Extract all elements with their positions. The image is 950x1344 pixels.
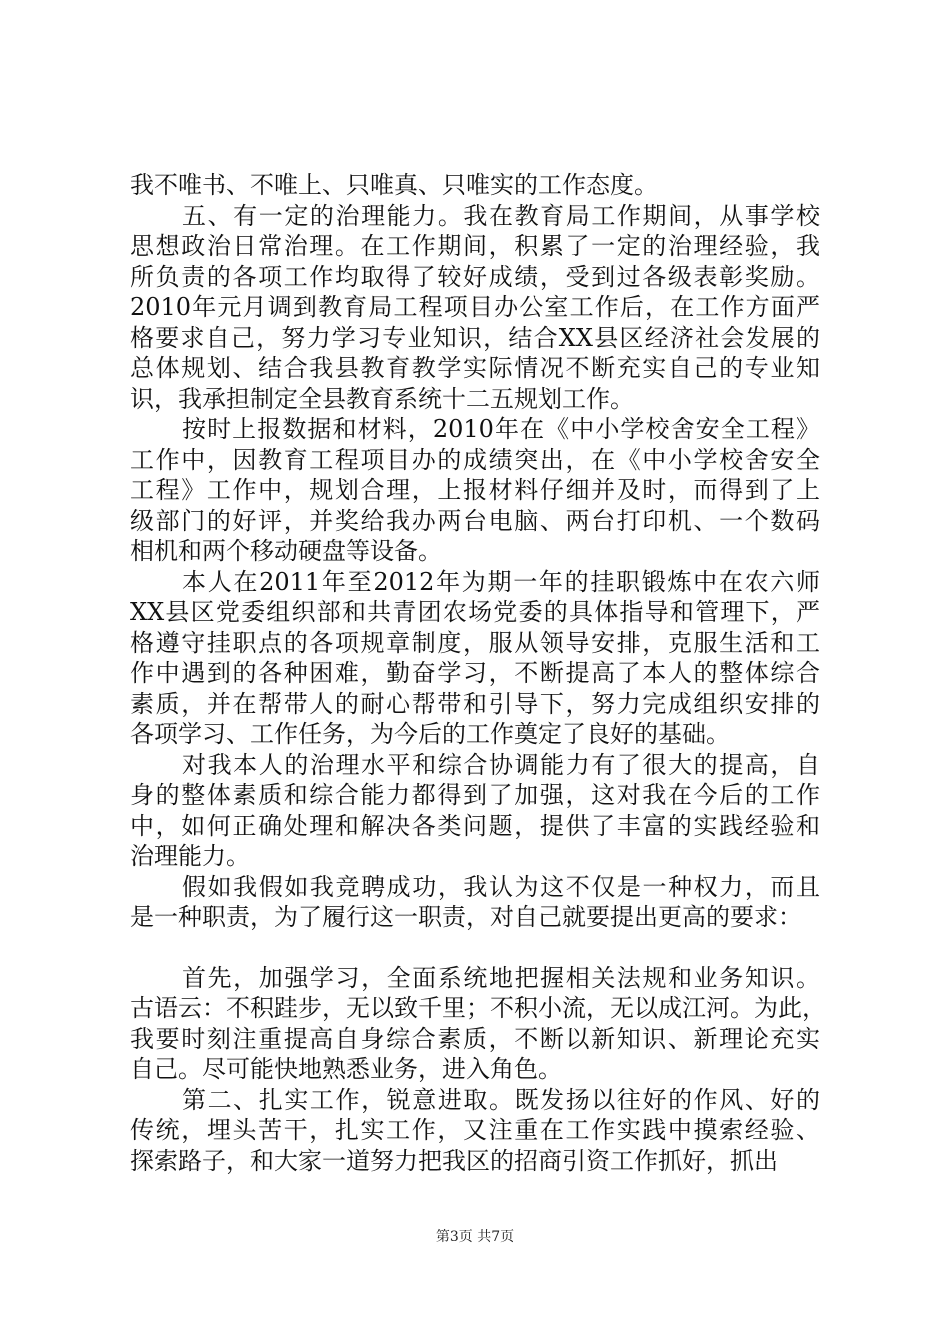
text-line: 第二、扎实工作，锐意进取。既发扬以往好的作风、好的 [182,1085,820,1114]
paragraph [130,567,820,750]
text-line: 2010年元月调到教育局工程项目办公室工作后，在工作方面严 [130,293,820,321]
text-line: 对我本人的治理水平和综合协调能力有了很大的提高，自 [182,750,820,779]
text-line: 识，我承担制定全县教育系统十二五规划工作。 [130,384,634,413]
text-line: 首先，加强学习，全面系统地把握相关法规和业务知识。 [182,963,820,992]
text-line: 级部门的好评，并奖给我办两台电脑、两台打印机、一个数码 [130,506,820,535]
paragraph [130,963,826,1085]
paragraph [130,414,820,567]
text-line: 工作中，因教育工程项目办的成绩突出，在《中小学校舍安全 [130,445,820,474]
paragraph [130,750,820,872]
text-line: 治理能力。 [130,842,250,870]
text-line: 假如我假如我竞聘成功，我认为这不仅是一种权力，而且 [182,872,820,901]
text-line: 本人在2011年至2012年为期一年的挂职锻炼中在农六师 [182,567,820,596]
text-line: 思想政治日常治理。在工作期间，积累了一定的治理经验，我 [130,232,820,260]
document-body [130,170,826,1176]
text-line: 五、有一定的治理能力。我在教育局工作期间，从事学校 [182,201,820,230]
text-line: 身的整体素质和综合能力都得到了加强，这对我在今后的工作 [130,781,820,809]
text-line: 中，如何正确处理和解决各类问题，提供了丰富的实践经验和 [130,811,820,840]
text-line: 各项学习、工作任务，为今后的工作奠定了良好的基础。 [130,720,730,748]
text-line: 作中遇到的各种困难，勤奋学习，不断提高了本人的整体综合 [130,659,820,687]
text-line: 我要时刻注重提高自身综合素质，不断以新知识、新理论充实 [130,1024,820,1053]
text-line: 总体规划、结合我县教育教学实际情况不断充实自己的专业知 [130,354,820,382]
paragraph [130,170,820,201]
text-line: 是一种职责，为了履行这一职责，对自己就要提出更高的要求： [130,903,802,931]
text-line: 所负责的各项工作均取得了较好成绩，受到过各级表彰奖励。 [130,262,820,291]
paragraph [130,1085,820,1177]
text-line: 相机和两个移动硬盘等设备。 [130,537,442,565]
text-line: 探索路子，和大家一道努力把我区的招商引资工作抓好，抓出 [130,1146,778,1175]
text-line: 按时上报数据和材料，2010年在《中小学校舍安全工程》 [182,415,820,443]
text-line: 格遵守挂职点的各项规章制度，服从领导安排，克服生活和工 [130,628,820,657]
text-line: 我不唯书、不唯上、只唯真、只唯实的工作态度。 [130,171,658,199]
text-line: 格要求自己，努力学习专业知识，结合XX县区经济社会发展的 [130,323,820,352]
text-line: 古语云：不积跬步，无以致千里；不积小流，无以成江河。为此， [130,994,826,1022]
paragraph [130,872,820,933]
text-line: 传统，埋头苦干，扎实工作，又注重在工作实践中摸索经验、 [130,1116,820,1144]
paragraph [130,201,820,415]
page-footer: 第3页 共7页 [435,1229,515,1245]
text-line: XX县区党委组织部和共青团农场党委的具体指导和管理下，严 [130,598,820,626]
text-line: 素质，并在帮带人的耐心帮带和引导下，努力完成组织安排的 [130,689,820,718]
paragraph-gap [130,933,820,963]
text-line: 自己。尽可能快地熟悉业务，进入角色。 [130,1055,562,1083]
text-line: 工程》工作中，规划合理，上报材料仔细并及时，而得到了上 [130,476,820,504]
